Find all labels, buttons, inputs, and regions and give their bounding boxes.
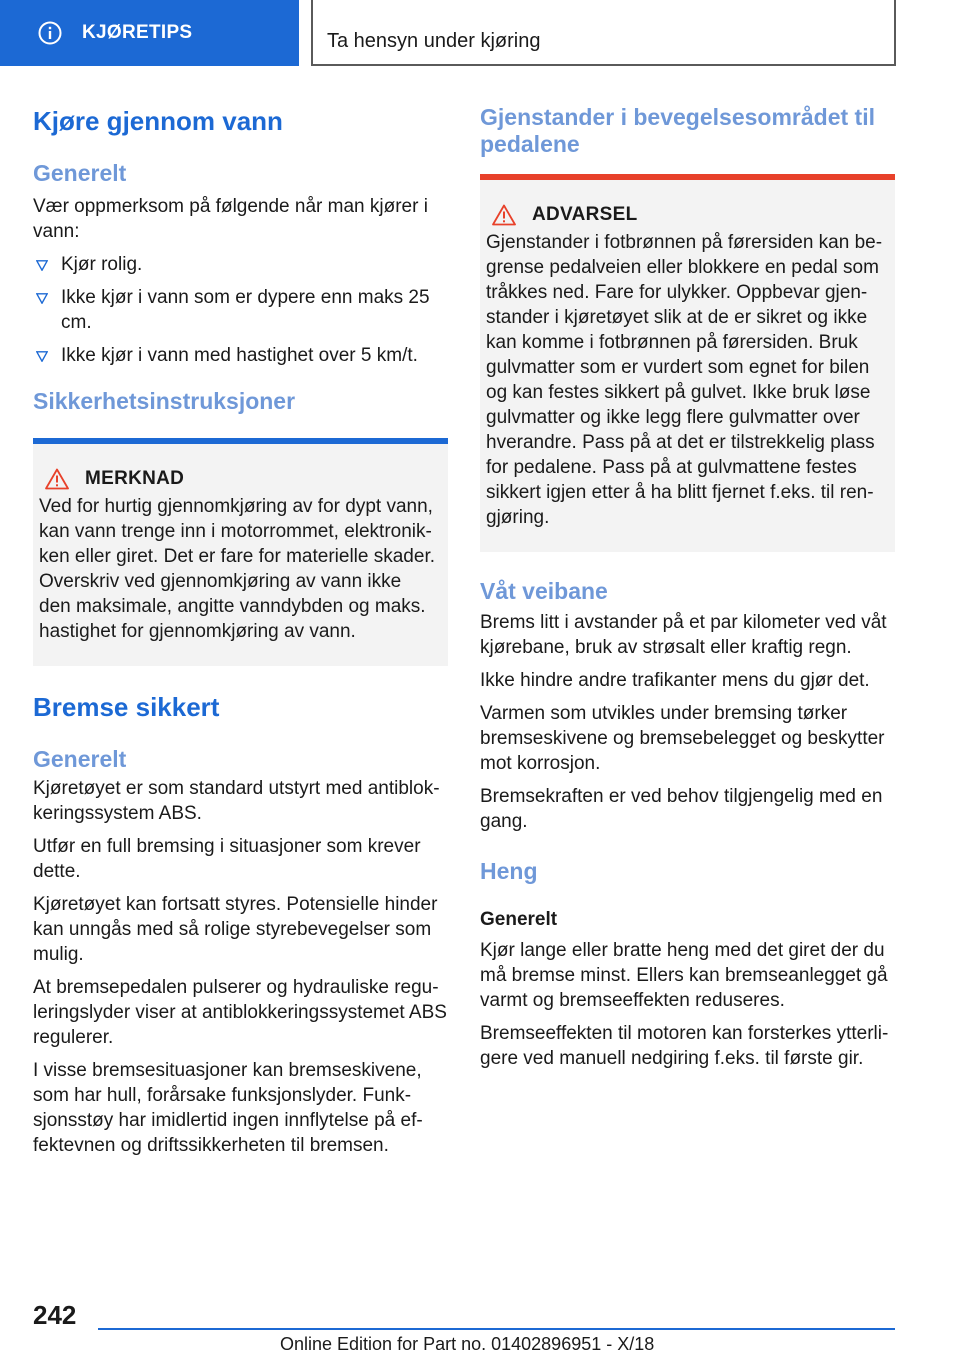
slopes-paragraph: Bremseeffekten til motoren kan forsterkes ytterligere ved manuell nedgiring f.eks. til første gir. (480, 1023, 889, 1069)
page-number: 242 (33, 1300, 77, 1330)
section-title-pedal-objects: Gjenstander i bevegelsesområdet til pedalene (480, 104, 875, 157)
subsection-general-water: Generelt (33, 160, 127, 186)
wet-road-paragraph: Bremsekraften er ved behov tilgjengelig med en gang. (480, 786, 883, 832)
water-bullet-list (33, 252, 448, 368)
section-title-water: Kjøre gjennom vann (33, 106, 283, 136)
section-title-brakes: Bremse sikkert (33, 692, 220, 722)
warning-title: ADVARSEL (532, 204, 638, 225)
subsection-safety: Sikkerhetsinstruksjoner (33, 388, 296, 414)
page-header (0, 0, 960, 66)
water-intro: Vær oppmerksom på følgende når man kjører i vann: (33, 196, 428, 242)
wet-road-paragraph: Varmen som utvikles under bremsing tørker bremseskivene og bremsebelegget og beskytter mot korrosjon. (480, 703, 885, 774)
wet-road-paragraph: Brems litt i avstander på et par kilometer ved våt kjørebane, bruk av strøsalt eller kraftig regn. (480, 612, 887, 658)
left-column (33, 96, 448, 1158)
section-title-slopes: Heng (480, 858, 538, 884)
triangle-bullet-icon (36, 260, 48, 271)
triangle-bullet-icon (36, 351, 48, 362)
brakes-paragraph: Kjøretøyet er som standard utstyrt med antiblokkeringssystem ABS. (33, 778, 440, 824)
chapter-tab[interactable] (0, 0, 299, 66)
warning-triangle-icon (492, 204, 516, 226)
brakes-paragraph: Kjøretøyet kan fortsatt styres. Potensielle hinder kan unngås med så rolige styrebevegelser som mulig. (33, 894, 438, 965)
list-item: Kjør rolig. (33, 252, 448, 277)
brakes-paragraph: At bremsepedalen pulserer og hydrauliske reguleringslyder viser at antiblokkeringssystemet ABS regulerer. (33, 977, 447, 1048)
footer-divider (98, 1328, 895, 1330)
section-header-box (311, 0, 896, 66)
notice-text: Ved for hurtig gjennomkjøring av for dypt vann, kan vann trenge inn i motorrommet, elektronikken eller giret. Det er fare for materielle skader. Overskriv ved gjennomkjøring av vann ikke den maksimale, angitte vanndybden og maks. hastighet for gjennomkjøring av vann. (39, 496, 436, 642)
triangle-bullet-icon (36, 293, 48, 304)
wet-road-paragraph: Ikke hindre andre trafikanter mens du gjør det. (480, 670, 870, 691)
subsection-general-brakes: Generelt (33, 746, 127, 772)
notice-box (33, 438, 448, 666)
footer-edition: Online Edition for Part no. 01402896951 - X/18 (280, 1334, 655, 1354)
warning-box (480, 174, 895, 552)
section-header-title: Ta hensyn under kjøring (327, 30, 541, 52)
list-item: Ikke kjør i vann som er dypere enn maks 25 cm. (33, 285, 448, 335)
subsection-general-slopes: Generelt (480, 909, 558, 930)
brakes-paragraph: Utfør en full bremsing i situasjoner som krever dette. (33, 836, 421, 882)
warning-triangle-icon (45, 468, 69, 490)
brakes-paragraph: I visse bremsesituasjoner kan bremseskivene, som har hull, forårsake funksjonslyder. Funksjonsstøy har imidlertid ingen innflytelse på effektevnen og driftssikkerheten til bremsen. (33, 1060, 423, 1156)
right-column (480, 96, 895, 1071)
notice-title: MERKNAD (85, 468, 185, 489)
section-title-wet-road: Våt veibane (480, 578, 608, 604)
chapter-tab-label: KJØRETIPS (82, 22, 193, 43)
slopes-paragraph: Kjør lange eller bratte heng med det giret der du må bremse minst. Ellers kan bremseanlegget gå varmt og bremseeffekten reduseres. (480, 940, 888, 1011)
info-icon (38, 21, 62, 45)
list-item: Ikke kjør i vann med hastighet over 5 km/t. (33, 343, 448, 368)
warning-text: Gjenstander i fotbrønnen på førersiden kan begrense pedalveien eller blokkere en pedal som tråkkes ned. Fare for ulykker. Oppbevar gjenstander i kjøretøyet slik at de er sikret og ikke kan komme i fotbrønnen på førersiden. Bruk gulvmatter som er vurdert som egnet for bilen og kan festes sikkert på gulvet. Ikke bruk løse gulvmatter og ikke legg flere gulvmatter over hverandre. Pass på at det er tilstrekkelig plass for pedalene. Pass på at gulvmattene festes sikkert igjen etter å ha blitt fjernet f.eks. til rengjøring. (486, 232, 883, 528)
